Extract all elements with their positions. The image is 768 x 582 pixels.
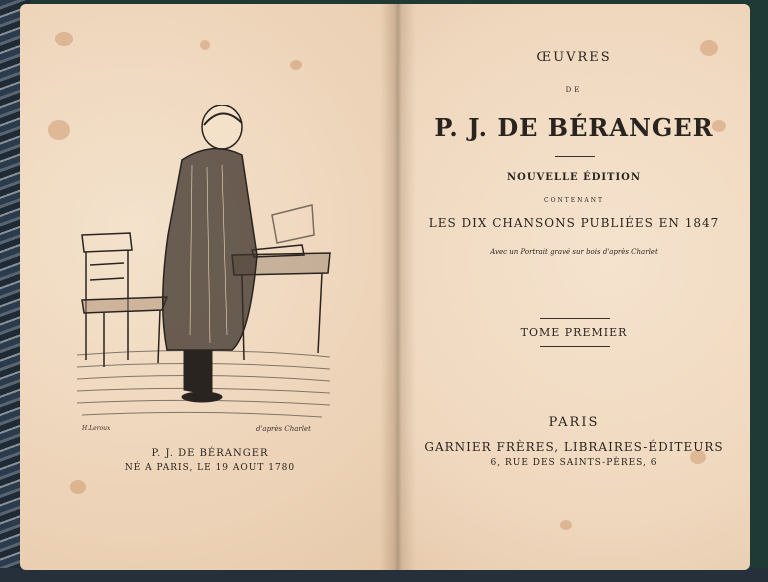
- cover-bottom-edge: [0, 568, 768, 582]
- frontispiece-caption-birth: NÉ A PARIS, LE 19 AOUT 1780: [124, 463, 296, 473]
- title-tome: TOME PREMIER: [520, 326, 628, 339]
- title-contenant: CONTENANT: [544, 197, 604, 204]
- foxing-spot: [290, 60, 302, 70]
- title-oeuvres: ŒUVRES: [536, 50, 612, 65]
- foxing-spot: [48, 120, 70, 140]
- title-city: PARIS: [548, 415, 600, 430]
- engraver-signature: H.Leroux: [82, 425, 111, 432]
- title-portrait-note: Avec un Portrait gravé sur bois d'après Charlet: [490, 248, 658, 256]
- foxing-spot: [200, 40, 210, 50]
- foxing-spot: [560, 520, 572, 530]
- title-edition: NOUVELLE ÉDITION: [506, 172, 642, 183]
- beranger-portrait-engraving: [72, 105, 340, 435]
- tome-rule-bottom: [540, 346, 610, 347]
- tome-rule-top: [540, 318, 610, 319]
- title-de: DE: [565, 86, 583, 94]
- title-chansons: LES DIX CHANSONS PUBLIÉES EN 1847: [428, 216, 720, 230]
- title-publisher: GARNIER FRÈRES, LIBRAIRES-ÉDITEURS: [424, 440, 724, 454]
- standing-figure: [163, 105, 257, 402]
- title-address: 6, RUE DES SAINTS-PÈRES, 6: [490, 458, 658, 468]
- title-author: P. J. DE BÉRANGER: [434, 113, 714, 142]
- foxing-spot: [70, 480, 86, 494]
- foxing-spot: [55, 32, 73, 46]
- frontispiece-caption-name: P. J. DE BÉRANGER: [151, 448, 269, 459]
- chair: [82, 233, 167, 367]
- title-rule: [555, 156, 595, 157]
- artist-signature: d'après Charlet: [256, 425, 311, 433]
